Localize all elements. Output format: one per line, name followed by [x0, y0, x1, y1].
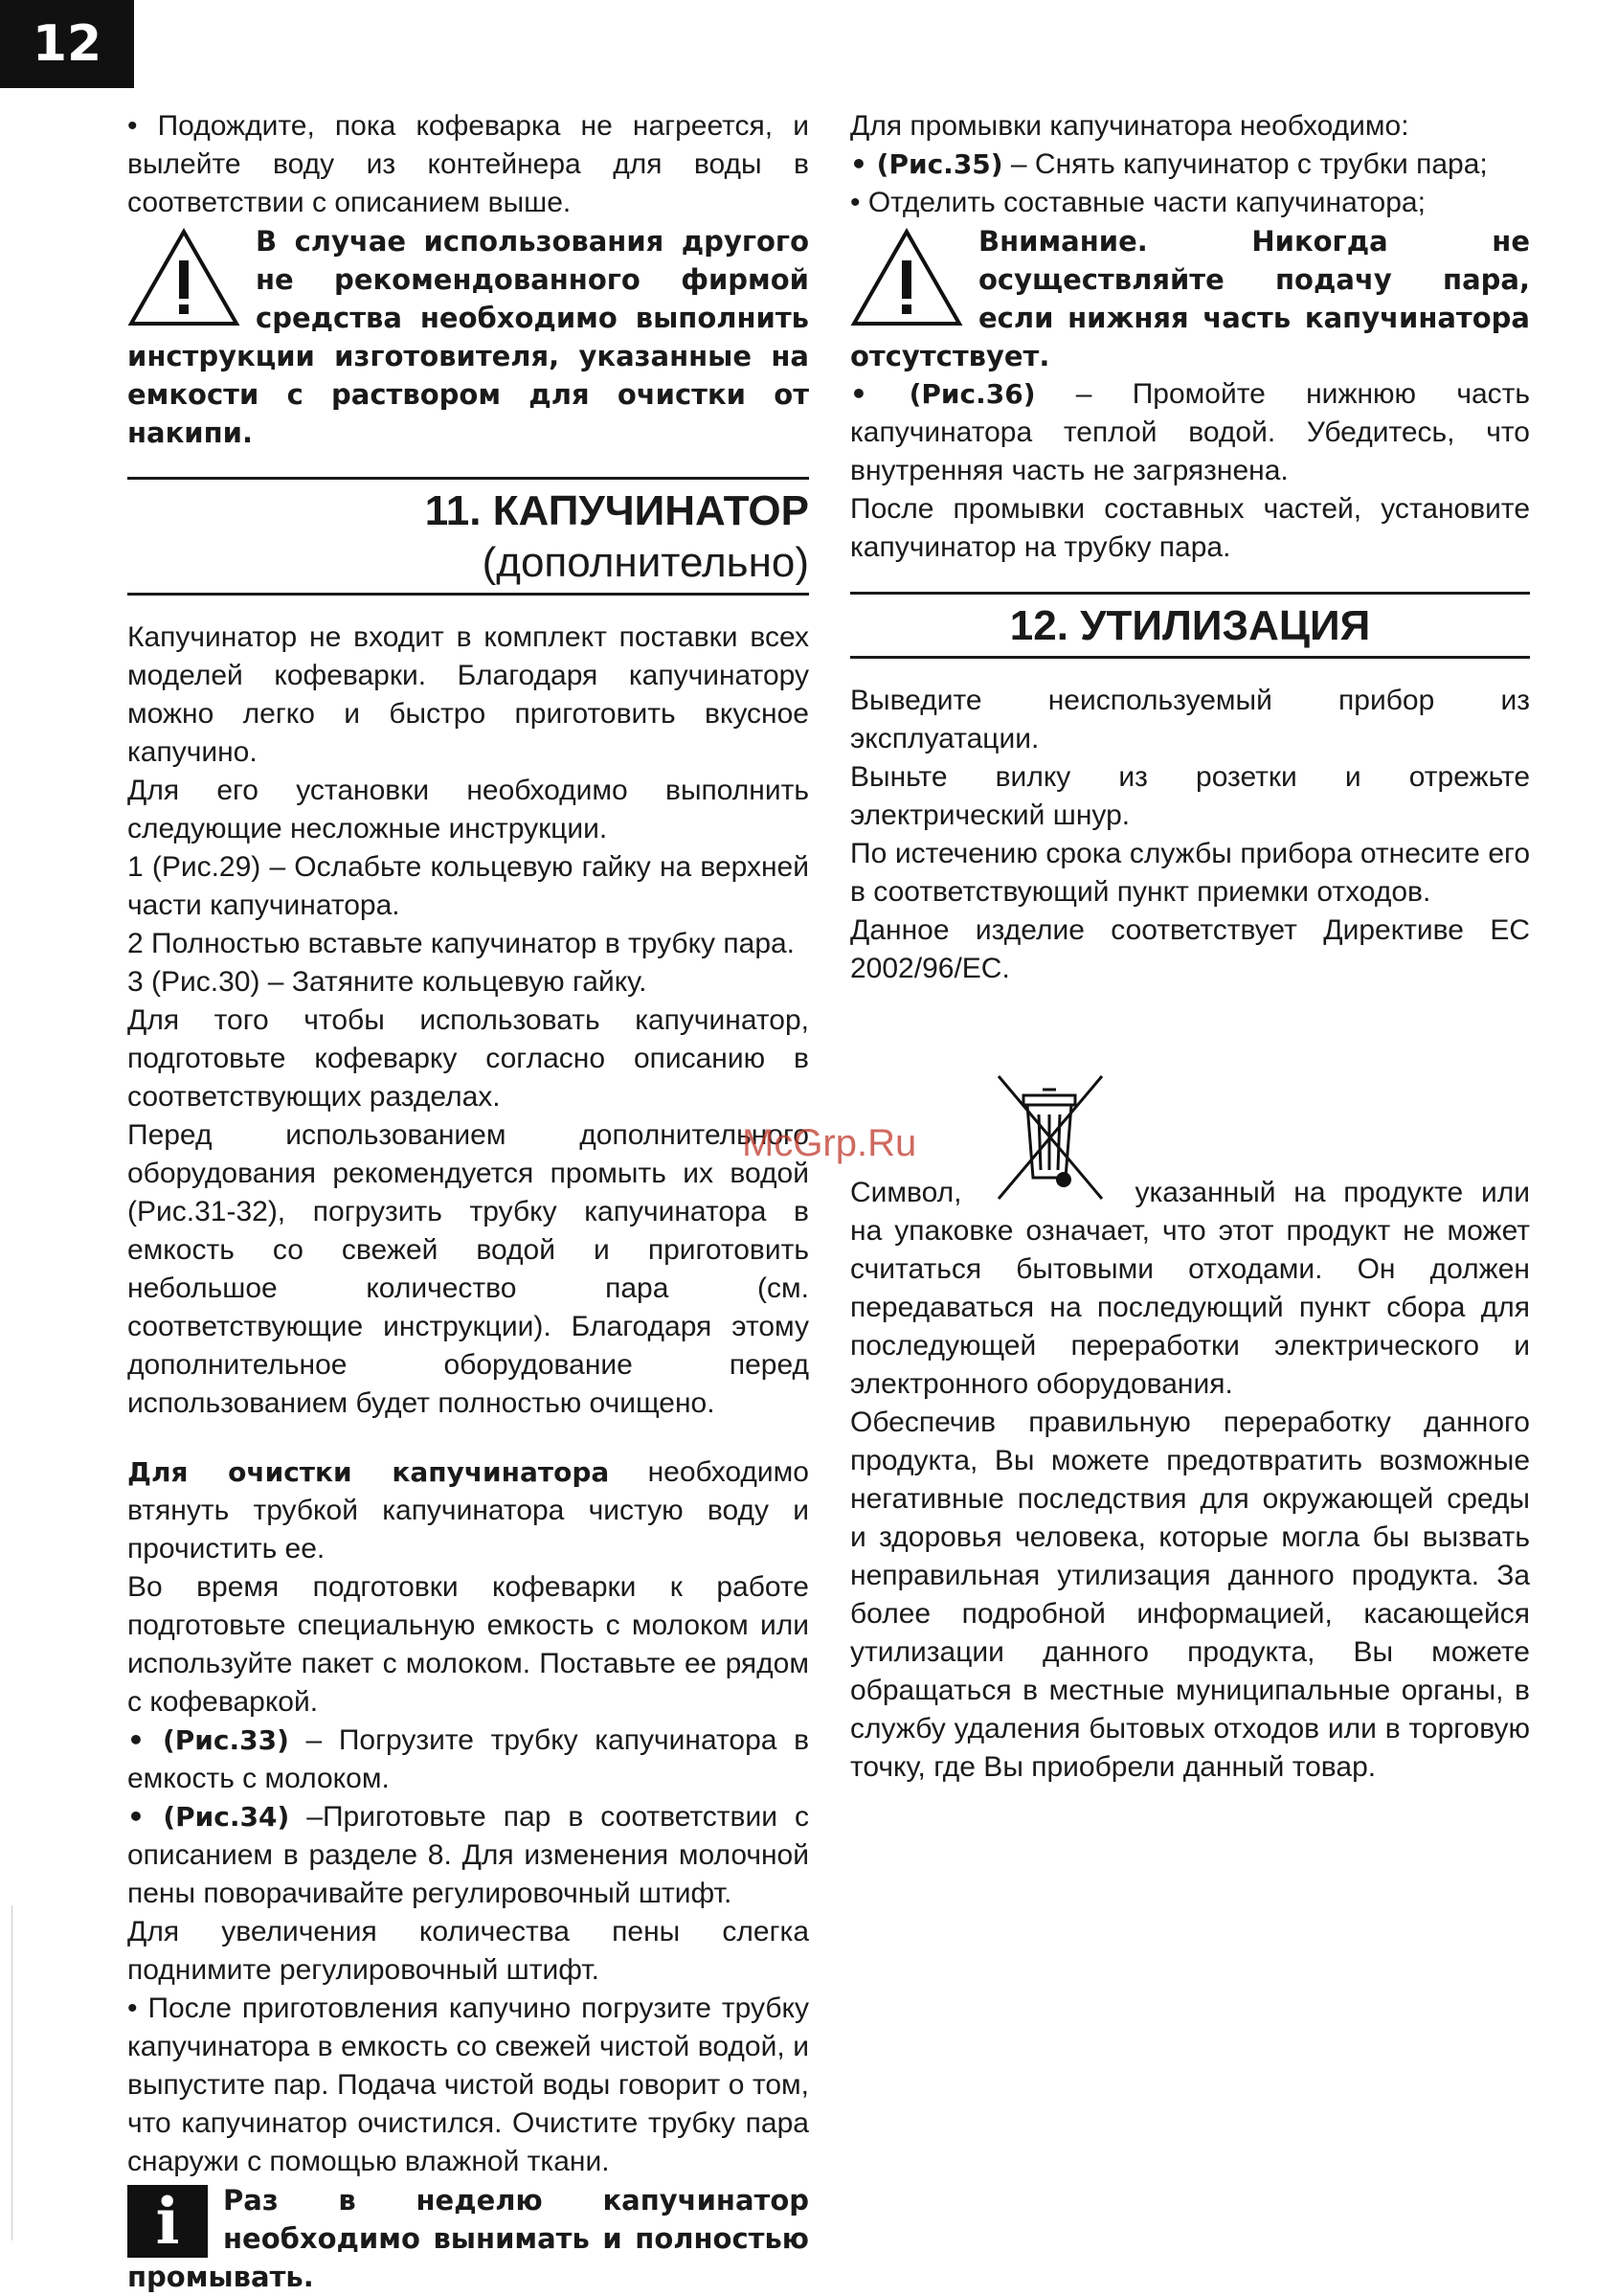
warning-text-left: В случае использования другого не рекомендованного фирмой средства необходимо выполнить инструкции изготовителя, указанные на емкости с раствором для очистки от накипи. — [127, 225, 809, 449]
paragraph-text: – Погрузите трубку капучинатора в емкость с молоком. — [127, 1724, 810, 1794]
figure-ref: • (Рис.36) — [850, 378, 1036, 410]
paragraph: 2 Полностью вставьте капучинатор в трубку пара. — [127, 928, 796, 959]
section-11-subtitle: (дополнительно) — [482, 539, 809, 586]
paragraph: Выведите неиспользуемый прибор из эксплуатации. — [850, 685, 1530, 754]
warning-note-left — [127, 222, 809, 452]
paragraph: Капучинатор не входит в комплект поставки всех моделей кофеварки. Благодаря капучинатору можно легко и быстро приготовить вкусное капучино. — [127, 621, 809, 768]
paragraph: Для того чтобы использовать капучинатор, подготовьте кофеварку согласно описанию в соответствующих разделах. — [127, 1004, 809, 1113]
section-11-heading — [127, 477, 809, 596]
paragraph: Во время подготовки кофеварки к работе подготовьте специальную емкость с молоком или используйте пакет с молоком. Поставьте ее рядом с кофеваркой. — [127, 1571, 809, 1718]
paragraph: Для его установки необходимо выполнить следующие несложные инструкции. — [127, 775, 809, 844]
warning-triangle-icon — [850, 228, 963, 327]
paragraph — [127, 1453, 809, 1568]
bold-lead: Для очистки капучинатора — [127, 1456, 610, 1488]
right-column — [850, 107, 1530, 1787]
paragraph: 3 (Рис.30) – Затяните кольцевую гайку. — [127, 966, 647, 998]
paragraph: Для увеличения количества пены слегка поднимите регулировочный штифт. — [127, 1916, 809, 1986]
paragraph: Для промывки капучинатора необходимо: — [850, 110, 1409, 142]
info-text: Раз в неделю капучинатор необходимо вынимать и полностью промывать. — [127, 2184, 809, 2293]
section-12-heading — [850, 592, 1530, 659]
figure-ref: • (Рис.35) — [850, 148, 1003, 180]
info-note — [127, 2181, 809, 2296]
paragraph-text: указанный на продукте или на упаковке означает, что этот продукт не может считаться бытовыми отходами. Он должен передаваться на последующий пункт сбора для последующей переработки электрического и электронного оборудования. — [850, 1177, 1530, 1400]
section-12-title: 12. УТИЛИЗАЦИЯ — [1009, 602, 1371, 649]
paragraph: После промывки составных частей, установите капучинатор на трубку пара. — [850, 493, 1530, 563]
paragraph: • Отделить составные части капучинатора; — [850, 187, 1426, 218]
paragraph-text: – Снять капучинатор с трубки пара; — [1002, 148, 1488, 180]
paragraph — [850, 1070, 1530, 1404]
warning-note-right — [850, 222, 1530, 375]
left-column — [127, 107, 809, 2296]
paragraph: 1 (Рис.29) – Ослабьте кольцевую гайку на верхней части капучинатора. — [127, 851, 809, 921]
paragraph: Выньте вилку из розетки и отрежьте электрический шнур. — [850, 761, 1530, 831]
paragraph: Перед использованием дополнительного оборудования рекомендуется промыть их водой (Рис.31-32), погрузить трубку капучинатора в емкость со свежей водой и приготовить небольшое количество пара (см. соответствующие инструкции). Благодаря этому дополнительное оборудование перед использованием будет полностью очищено. — [127, 1119, 809, 1419]
watermark: McGrp.Ru — [742, 1122, 917, 1164]
intro-paragraph: • Подождите, пока кофеварка не нагреется, и вылейте воду из контейнера для воды в соответствии с описанием выше. — [127, 110, 809, 218]
paragraph: • После приготовления капучино погрузите трубку капучинатора в емкость со свежей чистой водой, и выпустите пар. Подача чистой воды говорит о том, что капучинатор очистился. Очистите трубку пара снаружи с помощью влажной ткани. — [127, 1992, 809, 2177]
paragraph: Обеспечив правильную переработку данного продукта, Вы можете предотвратить возможные негативные последствия для окружающей среды и здоровья человека, которые могла бы вызвать неправильная утилизация данного продукта. За более подробной информацией, касающейся утилизации данного продукта, Вы можете обращаться в местные муниципальные органы, в службу удаления бытовых отходов или в торговую точку, где Вы приобрели данный товар. — [850, 1407, 1530, 1783]
section-11-title: 11. КАПУЧИНАТОР — [424, 487, 809, 534]
crossed-bin-icon — [979, 1070, 1118, 1209]
paragraph-text: – Промойте нижнюю часть капучинатора теплой водой. Убедитесь, что внутренняя часть не загрязнена. — [850, 378, 1530, 486]
paragraph-text: –Приготовьте пар в соответствии с описанием в разделе 8. Для изменения молочной пены поворачивайте регулировочный штифт. — [127, 1801, 809, 1909]
symbol-label: Символ, — [850, 1177, 962, 1208]
scan-edge-line — [11, 1905, 12, 2240]
paragraph: По истечению срока службы прибора отнесите его в соответствующий пункт приемки отходов. — [850, 838, 1530, 908]
paragraph-text: необходимо втянуть трубкой капучинатора чистую воду и прочистить ее. — [127, 1456, 809, 1564]
figure-ref: • (Рис.33) — [127, 1724, 289, 1756]
paragraph: Данное изделие соответствует Директиве ЕС 2002/96/ЕС. — [850, 914, 1530, 984]
paragraph — [127, 1722, 809, 1798]
warning-text-right: Внимание. Никогда не осуществляйте подачу пара, если нижняя часть капучинатора отсутствует. — [850, 225, 1530, 372]
paragraph — [127, 1798, 809, 1913]
page-number-text: 12 — [32, 15, 102, 73]
figure-ref: • (Рис.34) — [127, 1801, 290, 1833]
info-icon: i — [127, 2185, 208, 2258]
warning-triangle-icon — [127, 228, 240, 327]
paragraph — [850, 375, 1530, 490]
paragraph — [850, 146, 1530, 184]
page-number — [0, 0, 134, 88]
